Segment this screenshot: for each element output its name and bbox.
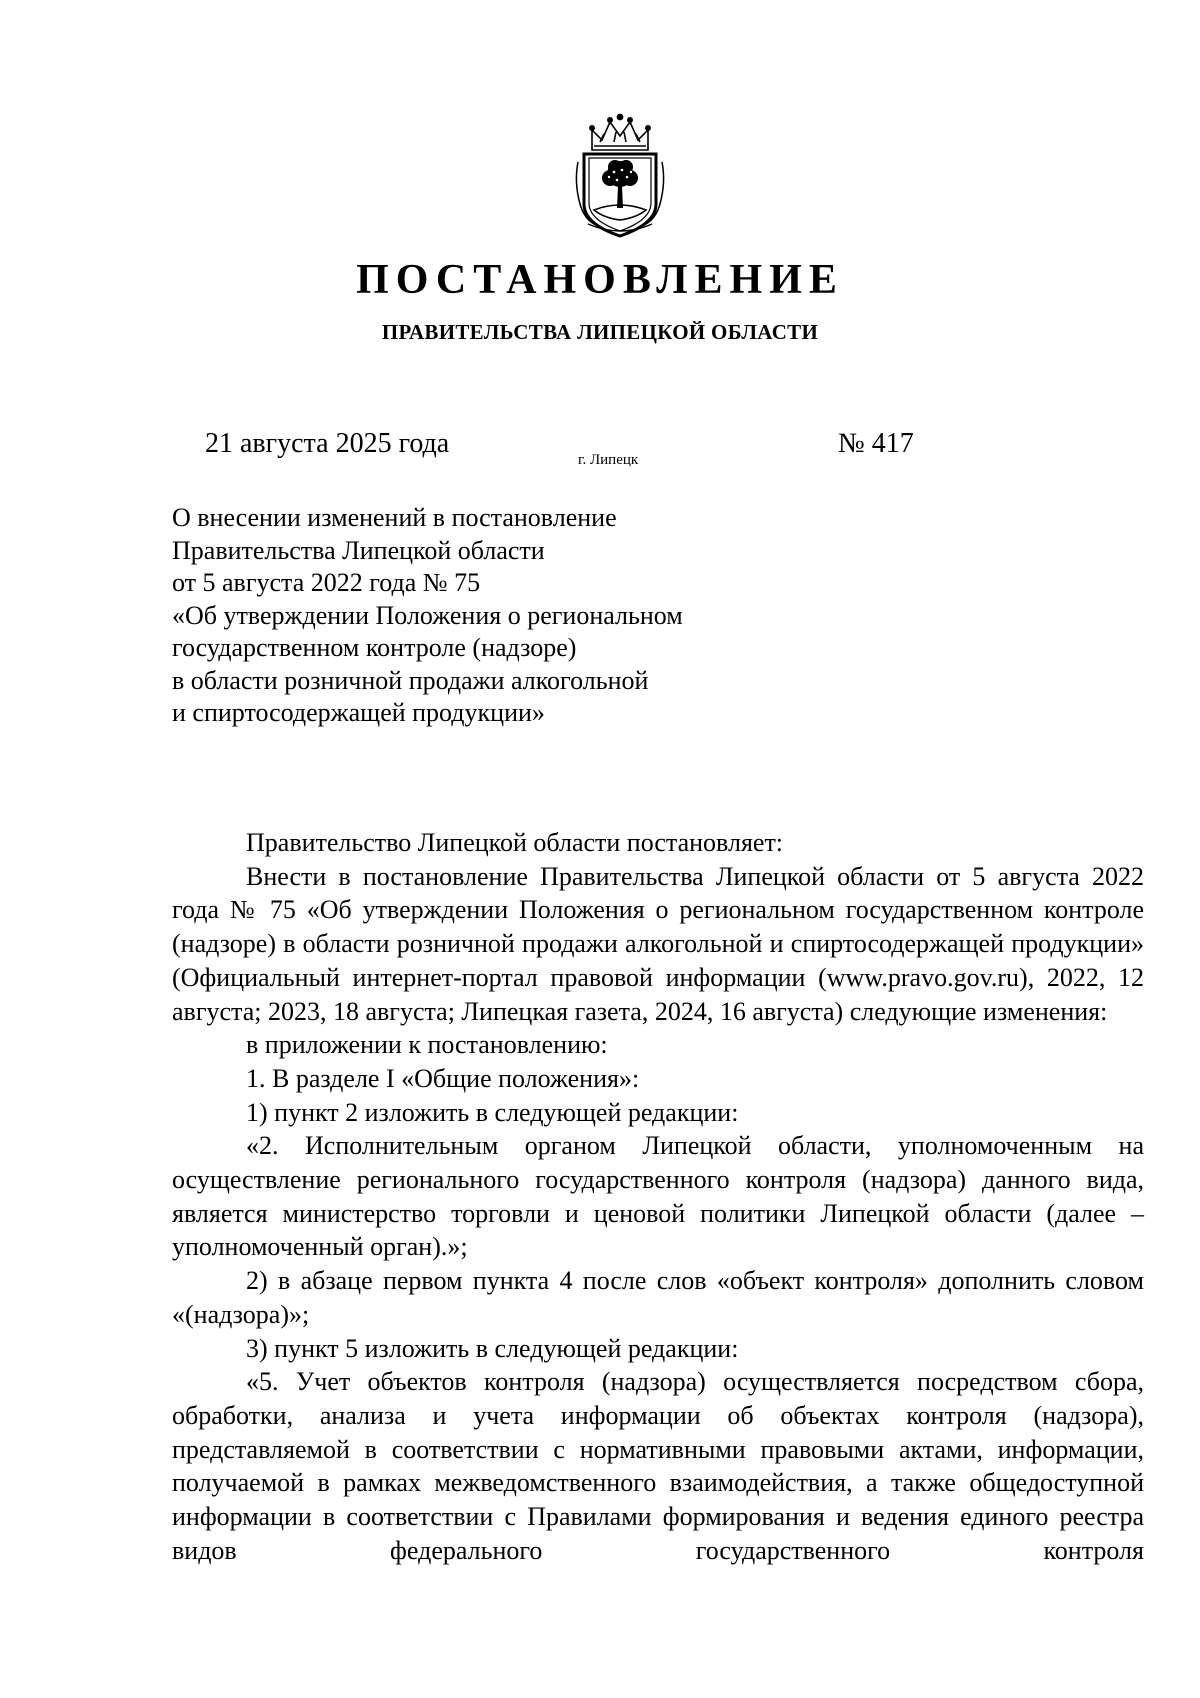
body-paragraph: 3) пункт 5 изложить в следующей редакции: — [246, 1333, 739, 1363]
body-paragraph: Правительство Липецкой области постановляет: — [246, 828, 784, 857]
heading-line: «Об утверждении Положения о региональном — [172, 600, 683, 630]
heading-line: в области розничной продажи алкогольной — [172, 665, 649, 695]
body-paragraph: 1. В разделе I «Общие положения»: — [246, 1063, 640, 1093]
document-heading — [172, 502, 812, 730]
document-date: 21 августа 2025 года — [205, 428, 450, 459]
document-city: г. Липецк — [578, 452, 639, 468]
document-title: ПОСТАНОВЛЕНИЕ — [356, 257, 844, 303]
heading-line: и спиртосодержащей продукции» — [172, 698, 545, 727]
heading-line: от 5 августа 2022 года № 75 — [172, 568, 481, 597]
coat-of-arms-icon — [570, 112, 670, 242]
body-paragraph: Внести в постановление Правительства Липецкой области от 5 августа 2022 года № 75 «Об утверждении Положения о региональном государственном контроле (надзоре) в области розничной продажи алкогольной и спиртосодержащей продукции» (Официальный интернет-портал правовой информации (www.pravo.gov.ru), 2022, 12 августа; 2023, 18 августа; Липецкая газета, 2024, 16 августа) следующие изменения: — [172, 861, 1144, 1026]
heading-line: государственном контроле (надзоре) — [172, 633, 577, 662]
body-paragraph: 2) в абзаце первом пункта 4 после слов «объект контроля» дополнить словом «(надзора)»; — [172, 1266, 1144, 1329]
body-paragraph: «5. Учет объектов контроля (надзора) осуществляется посредством сбора, обработки, анализа и учета информации об объектах контроля (надзора), представляемой в соответствии с нормативными правовыми актами, информации, получаемой в рамках межведомственного взаимодействия, а также общедоступной информации в соответствии с Правилами формирования и ведения единого реестра видов федерального государственного контроля — [172, 1367, 1144, 1565]
body-paragraph: в приложении к постановлению: — [246, 1030, 608, 1060]
body-paragraph: 1) пункт 2 изложить в следующей редакции: — [246, 1097, 739, 1127]
document-number: № 417 — [838, 428, 914, 459]
body-paragraph: «2. Исполнительным органом Липецкой области, уполномоченным на осуществление регионального государственного контроля (надзора) данного вида, является министерство торговли и ценовой политики Липецкой области (далее – уполномоченный орган).»; — [172, 1131, 1144, 1262]
heading-line: Правительства Липецкой области — [172, 535, 545, 565]
document-subtitle: ПРАВИТЕЛЬСТВА ЛИПЕЦКОЙ ОБЛАСТИ — [381, 320, 819, 344]
heading-line: О внесении изменений в постановление — [172, 503, 617, 532]
document-body — [172, 826, 1144, 1567]
